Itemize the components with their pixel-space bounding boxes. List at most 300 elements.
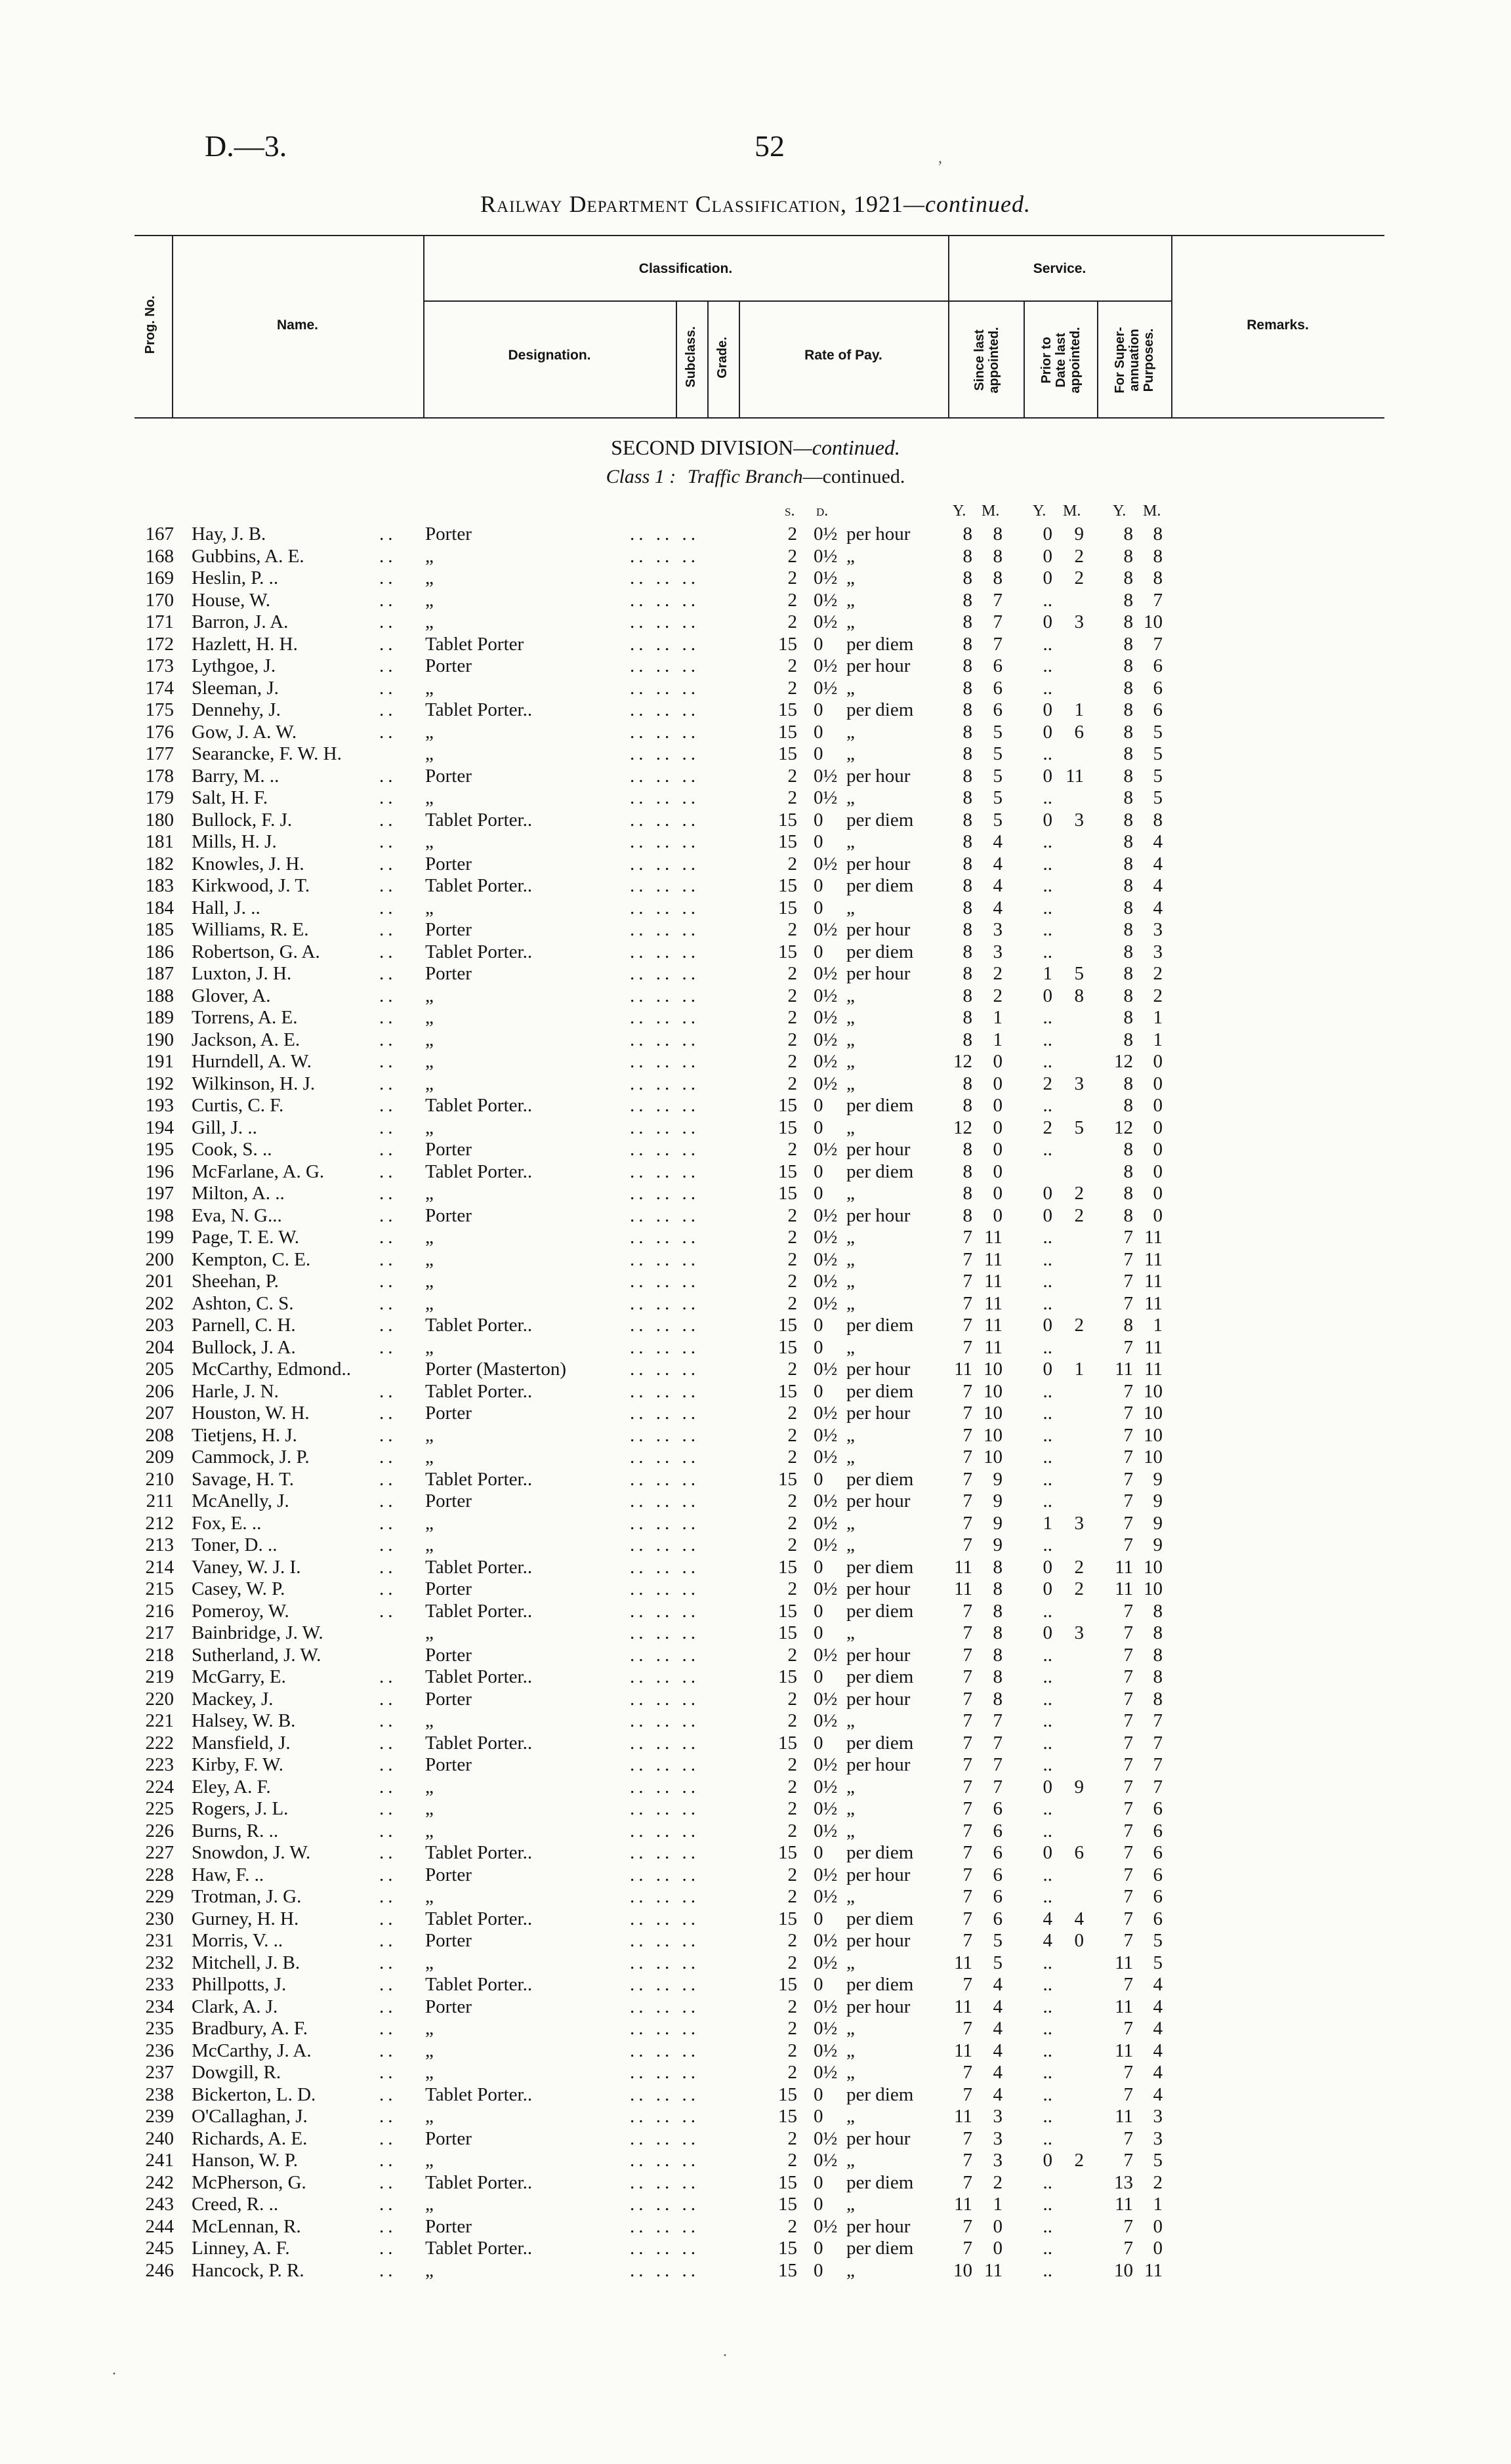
super-years: 7: [1123, 2018, 1133, 2039]
since-months: 1: [993, 1029, 1003, 1050]
pay-shillings: 15: [778, 699, 797, 720]
designation: „: [425, 1820, 434, 1841]
prior-months: 5: [1074, 963, 1084, 984]
super-months: 7: [1153, 589, 1163, 611]
pay-shillings: 2: [787, 1248, 797, 1270]
prog-no: 240: [145, 2127, 174, 2149]
table-row: [0, 787, 1511, 810]
prior-years: 2: [1043, 1117, 1052, 1138]
leader-dots: ..: [379, 1842, 397, 1863]
super-months: 8: [1153, 1644, 1163, 1666]
pay-period: „: [846, 1271, 855, 1292]
pay-period: „: [846, 1029, 855, 1050]
since-years: 7: [962, 1974, 972, 1995]
pay-shillings: 2: [787, 1534, 797, 1555]
super-months: 0: [1153, 1183, 1163, 1204]
super-months: 10: [1144, 1380, 1163, 1402]
since-months: 8: [993, 1666, 1003, 1687]
employee-name: Robertson, G. A.: [192, 941, 320, 962]
since-months: 8: [993, 1600, 1003, 1622]
super-months: 11: [1144, 1359, 1163, 1380]
prior-months: 9: [1074, 1776, 1084, 1797]
employee-name: Kirkwood, J. T.: [192, 875, 310, 896]
pay-pence: 0½: [814, 963, 838, 984]
super-years: 7: [1123, 1271, 1133, 1292]
designation: Porter (Masterton): [425, 1359, 567, 1380]
prior-years: ..: [1043, 1732, 1052, 1754]
pay-shillings: 15: [778, 2194, 797, 2215]
leader-dots: .. .. ..: [630, 2238, 699, 2259]
since-months: 6: [993, 1908, 1003, 1929]
pay-period: per hour: [846, 1644, 911, 1666]
leader-dots: .. .. ..: [630, 1183, 699, 1204]
leader-dots: ..: [379, 1183, 397, 1204]
pay-shillings: 2: [787, 655, 797, 676]
pay-pence: 0: [814, 1468, 823, 1490]
pay-shillings: 2: [787, 1403, 797, 1424]
leader-dots: .. .. ..: [630, 1051, 699, 1072]
super-years: 8: [1123, 1160, 1133, 1182]
since-months: 8: [993, 567, 1003, 588]
leader-dots: ..: [379, 1447, 397, 1468]
pay-pence: 0: [814, 633, 823, 655]
pay-shillings: 15: [778, 1095, 797, 1116]
table-row: [0, 1754, 1511, 1776]
prior-years: ..: [1043, 1336, 1052, 1358]
pay-pence: 0: [814, 743, 823, 764]
leader-dots: ..: [379, 1227, 397, 1248]
pay-pence: 0: [814, 2259, 823, 2281]
table-row: [0, 2260, 1511, 2282]
pay-shillings: 2: [787, 589, 797, 611]
leader-dots: ..: [379, 1095, 397, 1116]
pay-shillings: 15: [778, 1315, 797, 1336]
super-months: 6: [1153, 1842, 1163, 1863]
super-years: 7: [1123, 1403, 1133, 1424]
designation: Tablet Porter: [425, 633, 524, 655]
employee-name: Phillpotts, J.: [192, 1974, 287, 1995]
since-years: 8: [962, 765, 972, 787]
pay-pence: 0½: [814, 1139, 838, 1160]
super-years: 8: [1123, 633, 1133, 655]
table-row: [0, 1733, 1511, 1755]
since-months: 2: [993, 2171, 1003, 2193]
pay-period: „: [846, 1622, 855, 1643]
since-years: 7: [962, 2084, 972, 2105]
since-months: 4: [993, 2040, 1003, 2061]
pay-period: „: [846, 1248, 855, 1270]
prog-no: 232: [145, 1952, 174, 1973]
pay-pence: 0½: [814, 1886, 838, 1907]
leader-dots: ..: [379, 1292, 397, 1314]
pay-pence: 0½: [814, 1578, 838, 1599]
super-months: 8: [1153, 524, 1163, 544]
designation: Tablet Porter..: [425, 1974, 533, 1995]
prior-years: 0: [1043, 1776, 1052, 1797]
pay-period: per diem: [846, 2084, 914, 2105]
prog-no: 200: [145, 1248, 174, 1270]
leader-dots: ..: [379, 1204, 397, 1226]
pay-pence: 0: [814, 1600, 823, 1622]
pay-period: „: [846, 1227, 855, 1248]
since-months: 5: [993, 743, 1003, 764]
leader-dots: .. .. ..: [630, 1117, 699, 1138]
table-row: [0, 590, 1511, 612]
leader-dots: .. .. ..: [630, 1073, 699, 1094]
since-months: 11: [984, 1271, 1003, 1292]
employee-name: Burns, R. ..: [192, 1820, 279, 1841]
prior-years: ..: [1043, 2018, 1052, 2039]
pay-period: per hour: [846, 963, 911, 984]
prog-no: 170: [145, 589, 174, 611]
prog-no: 186: [145, 941, 174, 962]
super-months: 4: [1153, 875, 1163, 896]
leader-dots: ..: [379, 1248, 397, 1270]
designation: „: [425, 2259, 434, 2281]
since-years: 12: [953, 1117, 972, 1138]
pay-pence: 0½: [814, 1710, 838, 1731]
leader-dots: .. .. ..: [630, 1710, 699, 1731]
table-row: [0, 611, 1511, 634]
super-years: 7: [1123, 1447, 1133, 1468]
super-months: 9: [1153, 1534, 1163, 1555]
table-row: [0, 2150, 1511, 2172]
super-months: 5: [1153, 2150, 1163, 2171]
pay-pence: 0: [814, 1908, 823, 1929]
prog-no: 191: [145, 1051, 174, 1072]
scan-mark: ·: [722, 2347, 728, 2364]
pay-shillings: 2: [787, 1710, 797, 1731]
super-months: 11: [1144, 1248, 1163, 1270]
leader-dots: ..: [379, 1974, 397, 1995]
since-years: 7: [962, 2150, 972, 2171]
leader-dots: ..: [379, 1512, 397, 1534]
table-row: [0, 2106, 1511, 2128]
pay-shillings: 15: [778, 1160, 797, 1182]
since-months: 8: [993, 524, 1003, 544]
super-years: 11: [1115, 2194, 1133, 2215]
super-years: 7: [1123, 1688, 1133, 1710]
pay-shillings: 2: [787, 985, 797, 1006]
leader-dots: ..: [379, 1315, 397, 1336]
leader-dots: .. .. ..: [630, 633, 699, 655]
unit-months-prior: M.: [1063, 503, 1081, 520]
super-years: 8: [1123, 853, 1133, 874]
designation: „: [425, 743, 434, 764]
since-years: 8: [962, 787, 972, 808]
prior-years: ..: [1043, 1139, 1052, 1160]
employee-name: Dennehy, J.: [192, 699, 281, 720]
since-years: 8: [962, 1029, 972, 1050]
designation: Porter: [425, 765, 472, 787]
table-row: [0, 1776, 1511, 1799]
prior-months: 3: [1074, 1622, 1084, 1643]
pay-shillings: 15: [778, 2259, 797, 2281]
since-months: 0: [993, 1204, 1003, 1226]
prog-no: 212: [145, 1512, 174, 1534]
prior-years: ..: [1043, 853, 1052, 874]
super-years: 11: [1115, 2040, 1133, 2061]
since-years: 7: [962, 1622, 972, 1643]
pay-shillings: 2: [787, 1754, 797, 1775]
since-years: 7: [962, 2171, 972, 2193]
super-months: 4: [1153, 831, 1163, 852]
designation: „: [425, 1248, 434, 1270]
employee-name: Bullock, J. A.: [192, 1336, 296, 1358]
super-months: 2: [1153, 985, 1163, 1006]
leader-dots: .. .. ..: [630, 721, 699, 743]
since-years: 7: [962, 1248, 972, 1270]
prog-no: 199: [145, 1227, 174, 1248]
pay-pence: 0: [814, 2084, 823, 2105]
prog-no: 231: [145, 1930, 174, 1951]
prog-no: 201: [145, 1271, 174, 1292]
since-months: 8: [993, 1578, 1003, 1599]
pay-shillings: 2: [787, 1271, 797, 1292]
since-years: 7: [962, 1600, 972, 1622]
pay-pence: 0: [814, 1160, 823, 1182]
since-months: 11: [984, 1292, 1003, 1314]
pay-period: „: [846, 2106, 855, 2127]
super-years: 7: [1123, 1710, 1133, 1731]
pay-shillings: 15: [778, 2084, 797, 2105]
pay-pence: 0½: [814, 611, 838, 632]
pay-pence: 0½: [814, 1227, 838, 1248]
pay-period: „: [846, 2018, 855, 2039]
designation: Tablet Porter..: [425, 1732, 533, 1754]
pay-period: „: [846, 1534, 855, 1555]
leader-dots: .. .. ..: [630, 1534, 699, 1555]
pay-shillings: 2: [787, 1952, 797, 1973]
pay-shillings: 15: [778, 1842, 797, 1863]
since-months: 0: [993, 1095, 1003, 1116]
super-years: 7: [1123, 1798, 1133, 1819]
leader-dots: .. .. ..: [630, 2106, 699, 2127]
since-years: 7: [962, 1271, 972, 1292]
table-row: [0, 1601, 1511, 1623]
pay-pence: 0½: [814, 1534, 838, 1555]
super-years: 8: [1123, 1204, 1133, 1226]
since-years: 8: [962, 1007, 972, 1028]
table-row: [0, 2018, 1511, 2040]
designation: „: [425, 1534, 434, 1555]
employee-name: Clark, A. J.: [192, 1996, 278, 2017]
super-years: 8: [1123, 655, 1133, 676]
since-years: 11: [954, 2194, 972, 2215]
super-months: 6: [1153, 1864, 1163, 1885]
page-number: 52: [755, 129, 785, 163]
unit-years-prior: Y.: [1033, 503, 1046, 520]
designation: „: [425, 1710, 434, 1731]
leader-dots: .. .. ..: [630, 589, 699, 611]
leader-dots: .. .. ..: [630, 611, 699, 632]
since-years: 7: [962, 1930, 972, 1951]
designation: „: [425, 897, 434, 918]
pay-pence: 0½: [814, 1490, 838, 1511]
prior-months: 0: [1074, 1930, 1084, 1951]
leader-dots: ..: [379, 1820, 397, 1841]
leader-dots: .. .. ..: [630, 1424, 699, 1446]
pay-pence: 0½: [814, 2062, 838, 2083]
class-heading: [0, 466, 1511, 488]
table-row: [0, 985, 1511, 1008]
leader-dots: .. .. ..: [630, 567, 699, 588]
table-row: [0, 1666, 1511, 1689]
designation: Porter: [425, 1578, 472, 1599]
pay-pence: 0: [814, 2171, 823, 2193]
pay-pence: 0½: [814, 1271, 838, 1292]
prior-months: 3: [1074, 1073, 1084, 1094]
leader-dots: .. .. ..: [630, 919, 699, 940]
super-years: 7: [1123, 1732, 1133, 1754]
pay-shillings: 2: [787, 1886, 797, 1907]
leader-dots: ..: [379, 1996, 397, 2017]
since-years: 7: [962, 2062, 972, 2083]
pay-shillings: 2: [787, 1688, 797, 1710]
table-row: [0, 1293, 1511, 1315]
leader-dots: .. .. ..: [630, 1227, 699, 1248]
pay-period: „: [846, 1007, 855, 1028]
employee-name: Luxton, J. H.: [192, 963, 292, 984]
since-years: 8: [962, 985, 972, 1006]
since-months: 9: [993, 1490, 1003, 1511]
since-months: 5: [993, 809, 1003, 831]
super-years: 8: [1123, 567, 1133, 588]
page-title: [0, 190, 1511, 218]
prior-years: 0: [1043, 1204, 1052, 1226]
prior-months: 3: [1074, 1512, 1084, 1534]
super-years: 7: [1123, 1600, 1133, 1622]
pay-pence: 0½: [814, 853, 838, 874]
since-years: 11: [954, 2106, 972, 2127]
leader-dots: .. .. ..: [630, 1160, 699, 1182]
designation: „: [425, 1622, 434, 1643]
table-row: [0, 722, 1511, 744]
since-months: 6: [993, 1842, 1003, 1863]
pay-pence: 0: [814, 721, 823, 743]
since-months: 1: [993, 2194, 1003, 2215]
pay-period: „: [846, 831, 855, 852]
pay-shillings: 2: [787, 677, 797, 699]
pay-shillings: 2: [787, 567, 797, 588]
designation: „: [425, 2194, 434, 2215]
super-months: 2: [1153, 2171, 1163, 2193]
pay-shillings: 15: [778, 1666, 797, 1687]
prior-years: ..: [1043, 831, 1052, 852]
designation: Porter: [425, 1864, 472, 1885]
super-years: 13: [1114, 2171, 1133, 2193]
leader-dots: .. .. ..: [630, 1578, 699, 1599]
since-months: 7: [993, 611, 1003, 632]
pay-pence: 0½: [814, 1007, 838, 1028]
since-months: 2: [993, 985, 1003, 1006]
super-months: 6: [1153, 1798, 1163, 1819]
leader-dots: .. .. ..: [630, 1820, 699, 1841]
designation: Porter: [425, 2127, 472, 2149]
prog-no: 244: [145, 2215, 174, 2237]
designation: „: [425, 677, 434, 699]
leader-dots: .. .. ..: [630, 897, 699, 918]
pay-period: „: [846, 567, 855, 588]
super-months: 4: [1153, 853, 1163, 874]
employee-name: Torrens, A. E.: [192, 1007, 298, 1028]
super-years: 7: [1123, 2238, 1133, 2259]
pay-period: per diem: [846, 875, 914, 896]
since-years: 11: [954, 1996, 972, 2017]
super-years: 7: [1123, 1820, 1133, 1841]
prog-no: 213: [145, 1534, 174, 1555]
leader-dots: .. .. ..: [630, 985, 699, 1006]
since-months: 4: [993, 875, 1003, 896]
class-continued: —continued.: [802, 466, 905, 487]
pay-pence: 0: [814, 1556, 823, 1578]
pay-period: „: [846, 1710, 855, 1731]
pay-shillings: 2: [787, 2062, 797, 2083]
table-row: [0, 655, 1511, 678]
pay-shillings: 15: [778, 875, 797, 896]
super-months: 11: [1144, 1227, 1163, 1248]
designation: „: [425, 1424, 434, 1446]
super-months: 8: [1153, 1622, 1163, 1643]
pay-period: per diem: [846, 1468, 914, 1490]
leader-dots: .. .. ..: [630, 1336, 699, 1358]
prior-months: 11: [1066, 765, 1084, 787]
employee-name: Mansfield, J.: [192, 1732, 291, 1754]
since-years: 7: [962, 2018, 972, 2039]
super-years: 8: [1123, 611, 1133, 632]
prog-no: 171: [145, 611, 174, 632]
prog-no: 225: [145, 1798, 174, 1819]
prior-years: ..: [1043, 1952, 1052, 1973]
divider-after-prior: [1097, 300, 1098, 417]
designation: „: [425, 1007, 434, 1028]
super-months: 9: [1153, 1490, 1163, 1511]
since-years: 7: [962, 1776, 972, 1797]
prior-years: ..: [1043, 2238, 1052, 2259]
pay-pence: 0½: [814, 1424, 838, 1446]
employee-name: Halsey, W. B.: [192, 1710, 296, 1731]
since-months: 10: [983, 1424, 1003, 1446]
since-years: 8: [962, 853, 972, 874]
since-years: 7: [962, 2238, 972, 2259]
prog-no: 198: [145, 1204, 174, 1226]
prior-years: ..: [1043, 2106, 1052, 2127]
table-row: [0, 699, 1511, 722]
designation: Tablet Porter..: [425, 1380, 533, 1402]
leader-dots: .. .. ..: [630, 677, 699, 699]
leader-dots: .. .. ..: [630, 875, 699, 896]
division-continued: —continued.: [793, 436, 900, 459]
header-classification: Classification.: [638, 261, 733, 276]
pay-shillings: 15: [778, 1908, 797, 1929]
since-months: 0: [993, 1183, 1003, 1204]
pay-period: „: [846, 2150, 855, 2171]
table-row: [0, 1205, 1511, 1227]
pay-period: „: [846, 1447, 855, 1468]
table-row: [0, 1820, 1511, 1843]
table-row: [0, 678, 1511, 700]
designation: „: [425, 1886, 434, 1907]
prior-months: 3: [1074, 809, 1084, 831]
employee-name: Searancke, F. W. H.: [192, 743, 342, 764]
prog-no: 235: [145, 2018, 174, 2039]
pay-pence: 0: [814, 2106, 823, 2127]
prog-no: 184: [145, 897, 174, 918]
super-months: 11: [1144, 2259, 1163, 2281]
super-months: 9: [1153, 1512, 1163, 1534]
pay-pence: 0½: [814, 1644, 838, 1666]
super-months: 5: [1153, 721, 1163, 743]
